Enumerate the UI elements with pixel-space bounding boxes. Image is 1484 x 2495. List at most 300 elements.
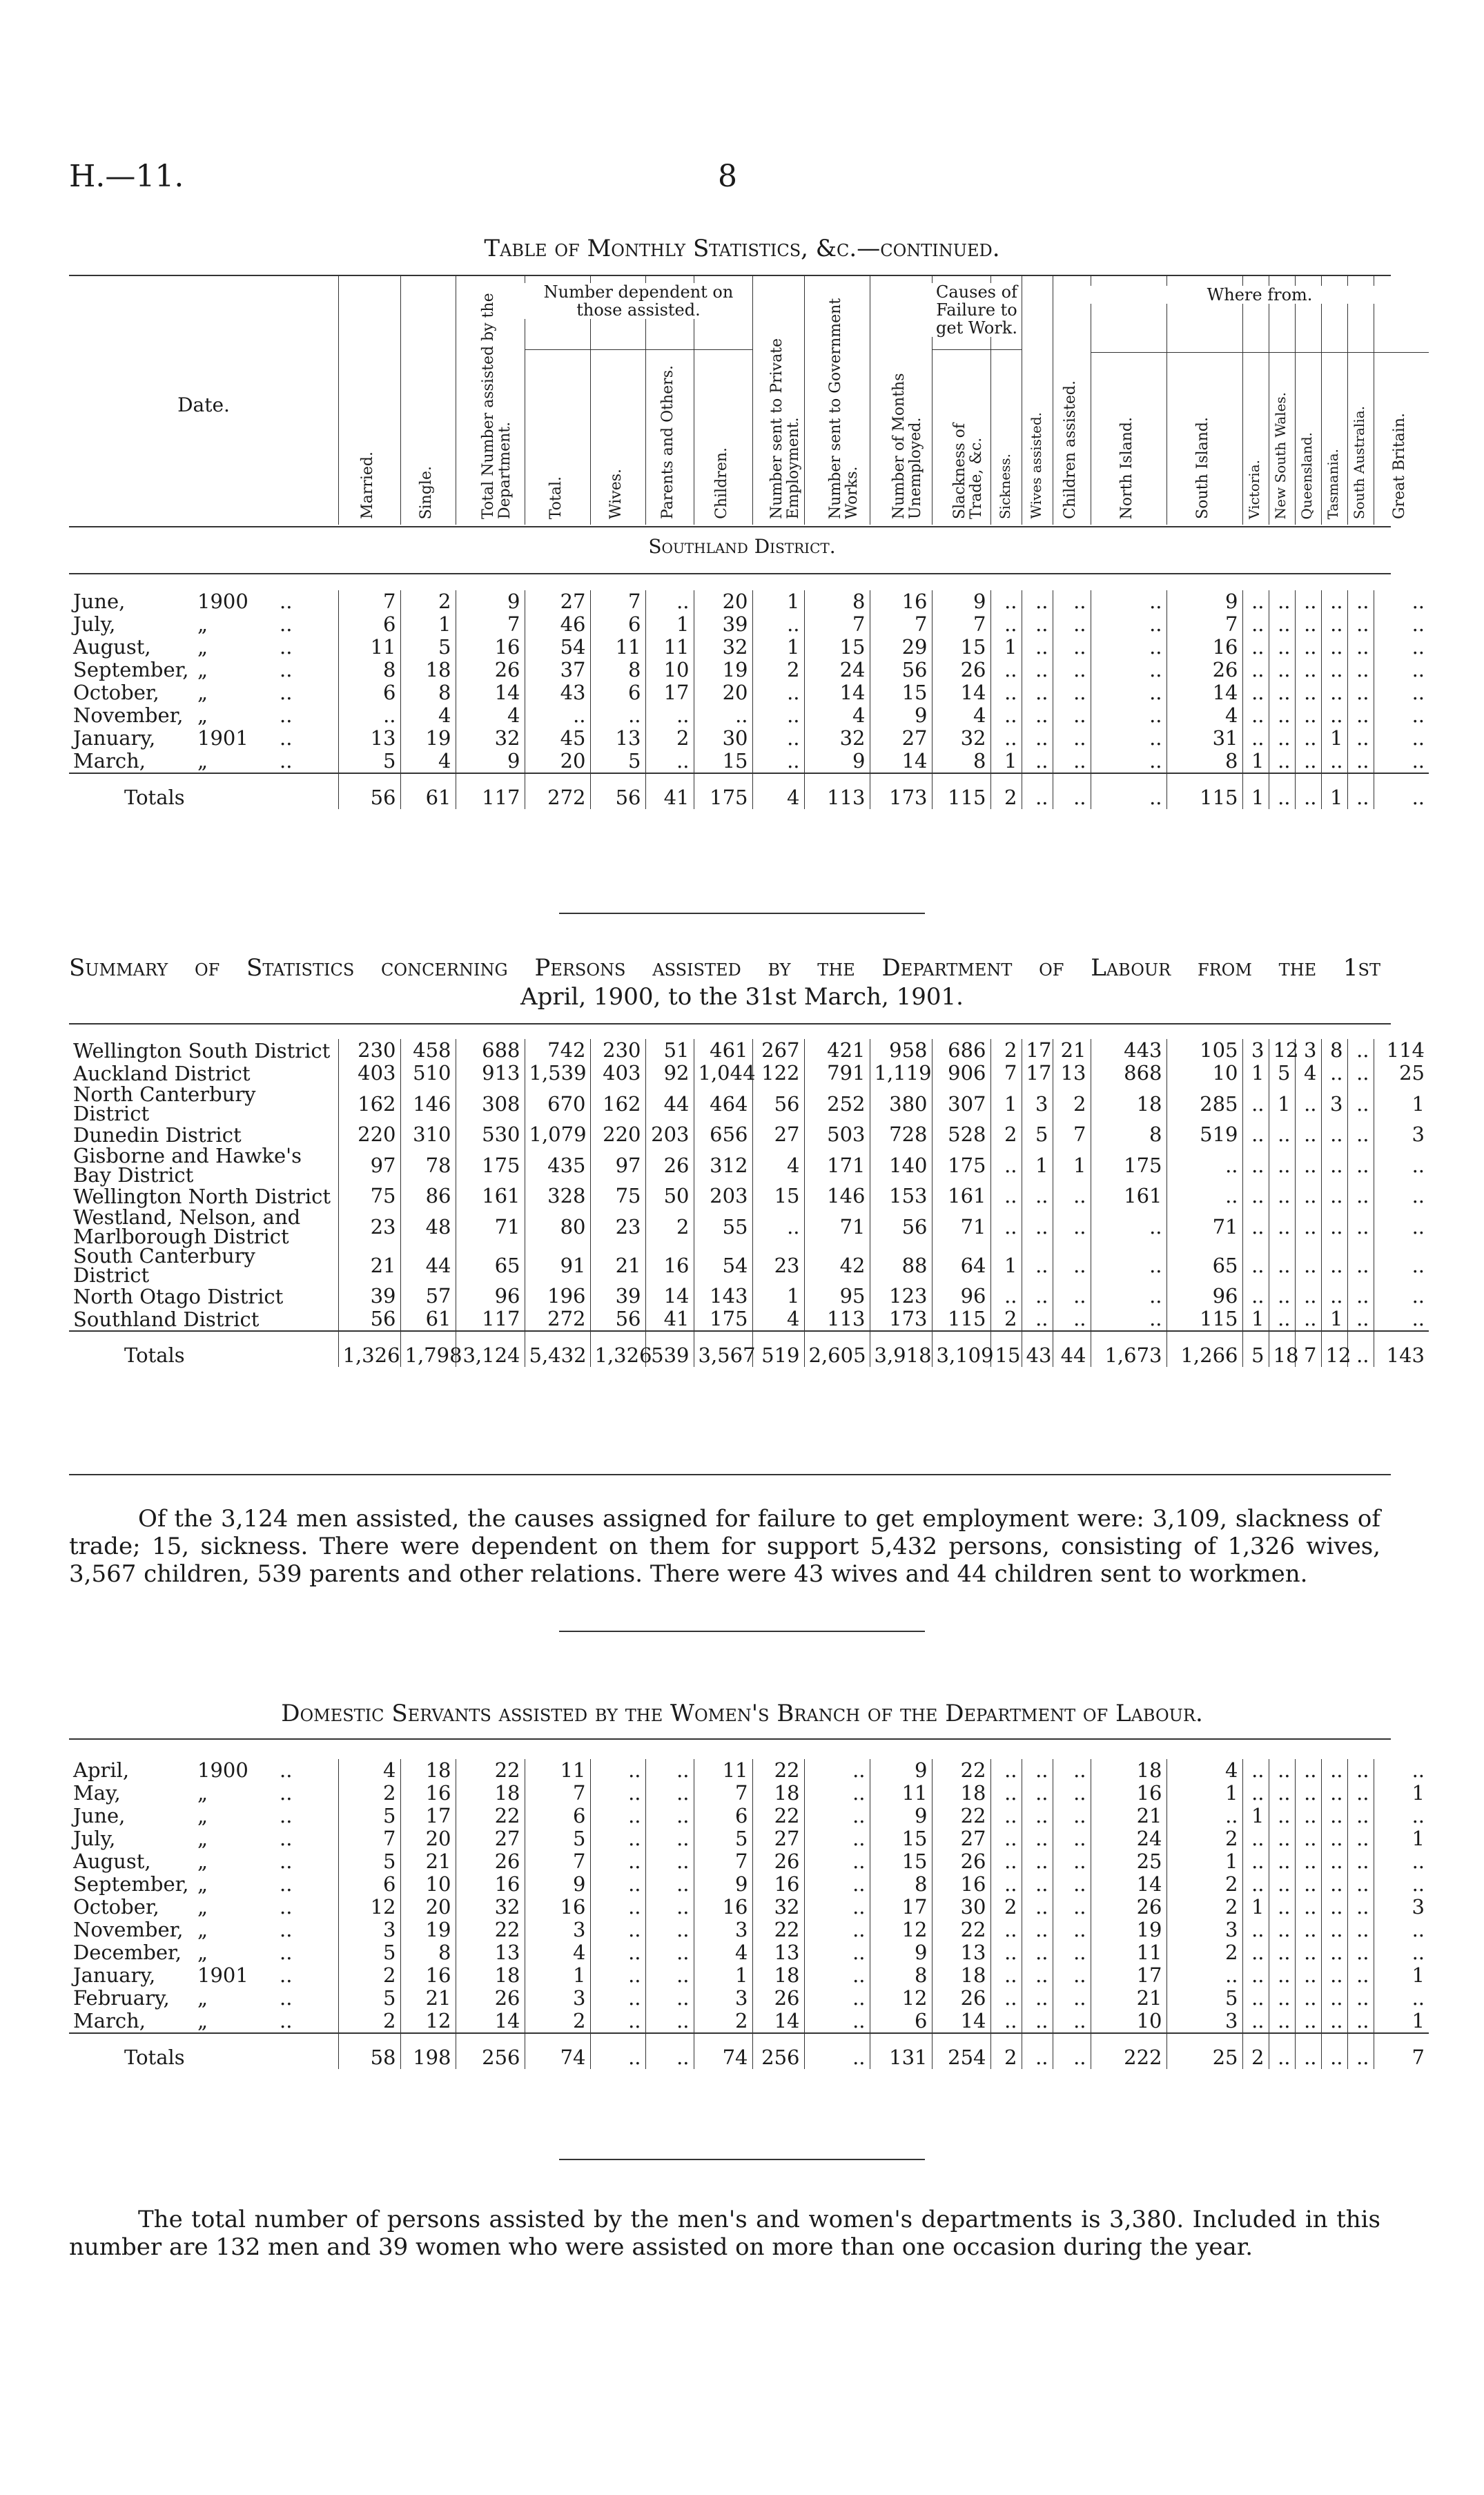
- cell: 7: [1053, 1123, 1091, 1146]
- cell: ..: [1295, 1850, 1321, 1873]
- cell: 2: [338, 2010, 400, 2033]
- row-label: August, „ ..: [73, 635, 293, 659]
- cell: ..: [590, 1987, 645, 2010]
- year-label: „: [197, 1872, 208, 1896]
- cell: 1,326: [590, 1332, 645, 1367]
- cell: ..: [1022, 1873, 1053, 1896]
- cell: 10: [400, 1873, 456, 1896]
- cell: 4: [400, 704, 456, 727]
- cell: ..: [990, 1185, 1022, 1207]
- cell: 42: [804, 1246, 870, 1285]
- cell: ..: [1321, 1185, 1347, 1207]
- cell: 15: [932, 636, 990, 659]
- cell: ..: [1053, 1805, 1091, 1827]
- cell: ..: [1242, 1085, 1269, 1123]
- cell: 670: [525, 1085, 590, 1123]
- cell: ..: [1347, 1332, 1374, 1367]
- cell: 114: [1374, 1039, 1429, 1062]
- cell: 4: [804, 704, 870, 727]
- cell: 27: [752, 1123, 804, 1146]
- cell: 92: [645, 1062, 694, 1085]
- group-rule: [932, 349, 1022, 350]
- cell: ..: [1295, 681, 1321, 704]
- cell: 26: [932, 659, 990, 681]
- cell: ..: [1347, 1246, 1374, 1285]
- cell: ..: [1022, 590, 1053, 613]
- col-header-south-australia: South Australia.: [1351, 405, 1367, 519]
- cell: ..: [990, 613, 1022, 636]
- cell: ..: [1295, 1782, 1321, 1805]
- cell: 55: [694, 1207, 752, 1246]
- cell: 7: [990, 1062, 1022, 1085]
- col-header-children-assisted: Children assisted.: [1061, 380, 1079, 519]
- cell: 3: [1374, 1896, 1429, 1919]
- cell: ..: [1242, 636, 1269, 659]
- cell: 22: [752, 1759, 804, 1782]
- table3-top-rule: [69, 1738, 1391, 1740]
- cell: ..: [1295, 1964, 1321, 1987]
- row-label: [69, 1285, 338, 1308]
- table-row: [69, 1285, 1429, 1308]
- cell: 9: [525, 1873, 590, 1896]
- cell: 461: [694, 1039, 752, 1062]
- cell: ..: [990, 659, 1022, 681]
- month-label: July,: [73, 1827, 116, 1850]
- cell: 11: [870, 1782, 932, 1805]
- cell: 6: [338, 613, 400, 636]
- cell: 8: [400, 1941, 456, 1964]
- cell: ..: [1022, 1964, 1053, 1987]
- page-number: 8: [718, 159, 737, 194]
- cell: ..: [590, 1759, 645, 1782]
- cell: 86: [400, 1185, 456, 1207]
- row-label: [69, 1039, 338, 1062]
- cell: 75: [338, 1185, 400, 1207]
- cell: 1: [1242, 1308, 1269, 1331]
- cell: 14: [804, 681, 870, 704]
- cell: 4: [525, 1941, 590, 1964]
- cell: 175: [932, 1146, 990, 1185]
- cell: ..: [1347, 1827, 1374, 1850]
- cell: 25: [1374, 1062, 1429, 1085]
- cell: 791: [804, 1062, 870, 1085]
- cell: ..: [1347, 1964, 1374, 1987]
- cell: 115: [932, 1308, 990, 1331]
- cell: 11: [1091, 1941, 1166, 1964]
- cell: 22: [932, 1805, 990, 1827]
- group-header-causes-group: Causes of Failure to get Work.: [932, 283, 1022, 337]
- cell: 27: [525, 590, 590, 613]
- cell: ..: [1053, 774, 1091, 809]
- cell: ..: [1053, 1919, 1091, 1941]
- cell: ..: [645, 1873, 694, 1896]
- table1-header-rule: [69, 526, 1391, 527]
- district-name: Wellington North District: [73, 1184, 331, 1208]
- group-rule: [1091, 352, 1429, 353]
- cell: ..: [804, 2034, 870, 2069]
- cell: 3: [1295, 1039, 1321, 1062]
- cell: 10: [1091, 2010, 1166, 2033]
- cell: 2: [990, 1039, 1022, 1062]
- cell: 230: [590, 1039, 645, 1062]
- table2-body: [69, 1039, 1429, 1367]
- cell: ..: [1321, 1919, 1347, 1941]
- table1-header: [69, 276, 1408, 525]
- cell: 220: [590, 1123, 645, 1146]
- cell: ..: [1269, 750, 1295, 773]
- cell: ..: [1242, 2010, 1269, 2033]
- cell: ..: [1321, 636, 1347, 659]
- cell: 32: [752, 1896, 804, 1919]
- cell: ..: [804, 1805, 870, 1827]
- cell: ..: [804, 1873, 870, 1896]
- cell: 18: [456, 1782, 525, 1805]
- cell: 7: [694, 1850, 752, 1873]
- cell: 22: [456, 1759, 525, 1782]
- cell: 11: [694, 1759, 752, 1782]
- cell: ..: [1053, 1285, 1091, 1308]
- cell: ..: [1053, 1207, 1091, 1246]
- cell: 122: [752, 1062, 804, 1085]
- totals-row: [69, 1332, 1429, 1367]
- cell: ..: [1022, 1308, 1053, 1331]
- cell: 9: [456, 590, 525, 613]
- totals-row: [69, 774, 1429, 809]
- cell: ..: [1347, 727, 1374, 750]
- month-label: January,: [73, 1963, 156, 1987]
- cell: ..: [645, 704, 694, 727]
- cell: ..: [804, 1827, 870, 1850]
- cell: 44: [645, 1085, 694, 1123]
- month-label: February,: [73, 1986, 170, 2010]
- table-row: [69, 1941, 1429, 1964]
- cell: 21: [1053, 1039, 1091, 1062]
- cell: 5: [1022, 1123, 1053, 1146]
- cell: ..: [1242, 1285, 1269, 1308]
- cell: 31: [1166, 727, 1242, 750]
- cell: ..: [1242, 1146, 1269, 1185]
- cell: 20: [400, 1827, 456, 1850]
- cell: ..: [1053, 750, 1091, 773]
- cell: ..: [1295, 727, 1321, 750]
- cell: ..: [1022, 681, 1053, 704]
- cell: 15: [804, 636, 870, 659]
- cell: ..: [1091, 1207, 1166, 1246]
- group-rule: [525, 349, 752, 350]
- cell: 2: [1053, 1085, 1091, 1123]
- cell: 117: [456, 1308, 525, 1331]
- cell: ..: [1347, 1039, 1374, 1062]
- cell: ..: [1242, 1873, 1269, 1896]
- cell: 27: [752, 1827, 804, 1850]
- col-divider: [338, 276, 339, 525]
- cell: 4: [694, 1941, 752, 1964]
- month-label: June,: [73, 590, 126, 613]
- cell: ..: [1269, 1308, 1295, 1331]
- cell: ..: [1295, 1941, 1321, 1964]
- cell: ..: [1091, 590, 1166, 613]
- cell: 71: [932, 1207, 990, 1246]
- cell: 20: [525, 750, 590, 773]
- cell: 1: [1053, 1146, 1091, 1185]
- cell: ..: [1022, 1285, 1053, 1308]
- cell: ..: [645, 1987, 694, 2010]
- cell: 117: [456, 774, 525, 809]
- district-name: Auckland District: [73, 1061, 251, 1085]
- cell: 3,918: [870, 1332, 932, 1367]
- cell: ..: [804, 1850, 870, 1873]
- totals-row: [69, 2034, 1429, 2069]
- cell: ..: [1295, 1987, 1321, 2010]
- cell: ..: [1347, 1123, 1374, 1146]
- table2-title-line2: April, 1900, to the 31st March, 1901.: [520, 983, 964, 1011]
- cell: 153: [870, 1185, 932, 1207]
- cell: 2: [645, 727, 694, 750]
- cell: 1: [1374, 1782, 1429, 1805]
- cell: 2: [694, 2010, 752, 2033]
- cell: 5: [338, 1805, 400, 1827]
- cell: ..: [1166, 1805, 1242, 1827]
- cell: 1: [1269, 1085, 1295, 1123]
- cell: 32: [694, 636, 752, 659]
- cell: 7: [870, 613, 932, 636]
- cell: 14: [752, 2010, 804, 2033]
- cell: ..: [1321, 1246, 1347, 1285]
- cell: ..: [1053, 1873, 1091, 1896]
- cell: 3: [1166, 2010, 1242, 2033]
- cell: 403: [590, 1062, 645, 1085]
- cell: ..: [1091, 750, 1166, 773]
- cell: ..: [1022, 1850, 1053, 1873]
- cell: 868: [1091, 1062, 1166, 1085]
- cell: ..: [1053, 636, 1091, 659]
- month-label: November,: [73, 703, 184, 727]
- cell: ..: [990, 590, 1022, 613]
- district-name: Dunedin District: [73, 1123, 242, 1147]
- cell: 3: [1166, 1919, 1242, 1941]
- cell: 9: [456, 750, 525, 773]
- year-label: 1900: [197, 590, 248, 613]
- cell: 44: [1053, 1332, 1091, 1367]
- cell: ..: [1321, 1782, 1347, 1805]
- cell: ..: [590, 1941, 645, 1964]
- cell: ..: [1091, 1246, 1166, 1285]
- cell: ..: [1295, 2034, 1321, 2069]
- month-label: May,: [73, 1781, 121, 1805]
- col-header-great-britain: Great Britain.: [1391, 413, 1408, 519]
- cell: ..: [1295, 1827, 1321, 1850]
- cell: 74: [525, 2034, 590, 2069]
- col-header-tasmania: Tasmania.: [1325, 448, 1341, 519]
- cell: 9: [1166, 590, 1242, 613]
- cell: 1: [752, 636, 804, 659]
- cell: 1: [1374, 1085, 1429, 1123]
- cell: ..: [1053, 2034, 1091, 2069]
- cell: 312: [694, 1146, 752, 1185]
- cell: 123: [870, 1285, 932, 1308]
- row-label: [69, 1185, 338, 1207]
- col-divider: [1166, 276, 1167, 525]
- cell: 56: [870, 659, 932, 681]
- year-label: „: [197, 612, 208, 636]
- table-row: [69, 727, 1429, 750]
- cell: 656: [694, 1123, 752, 1146]
- cell: 435: [525, 1146, 590, 1185]
- cell: ..: [1269, 1919, 1295, 1941]
- table-row: [69, 1185, 1429, 1207]
- cell: 16: [400, 1964, 456, 1987]
- cell: ..: [590, 1964, 645, 1987]
- table-row: [69, 1759, 1429, 1782]
- cell: 57: [400, 1285, 456, 1308]
- cell: 2: [400, 590, 456, 613]
- cell: 230: [338, 1039, 400, 1062]
- cell: ..: [1295, 774, 1321, 809]
- cell: 175: [694, 774, 752, 809]
- cell: 458: [400, 1039, 456, 1062]
- cell: 15: [870, 681, 932, 704]
- cell: ..: [1321, 2034, 1347, 2069]
- cell: 2: [1166, 1827, 1242, 1850]
- cell: 97: [590, 1146, 645, 1185]
- cell: ..: [1091, 1285, 1166, 1308]
- cell: 95: [804, 1285, 870, 1308]
- cell: ..: [1269, 636, 1295, 659]
- cell: 26: [752, 1987, 804, 2010]
- cell: ..: [1374, 750, 1429, 773]
- cell: ..: [804, 1941, 870, 1964]
- cell: 3,124: [456, 1332, 525, 1367]
- cell: 7: [1374, 2034, 1429, 2069]
- cell: 48: [400, 1207, 456, 1246]
- cell: ..: [1347, 1873, 1374, 1896]
- cell: ..: [1166, 1964, 1242, 1987]
- cell: 16: [932, 1873, 990, 1896]
- col-header-sent-private: Number sent to Private Employment.: [768, 338, 802, 519]
- month-label: November,: [73, 1918, 184, 1941]
- table-row: [69, 1782, 1429, 1805]
- cell: ..: [590, 1805, 645, 1827]
- cell: ..: [1022, 1941, 1053, 1964]
- cell: ..: [1269, 1896, 1295, 1919]
- cell: 27: [456, 1827, 525, 1850]
- cell: ..: [1242, 1850, 1269, 1873]
- col-header-dep-wives: Wives.: [607, 469, 625, 519]
- cell: 6: [525, 1805, 590, 1827]
- col-header-queensland: Queensland.: [1298, 431, 1315, 519]
- cell: ..: [1295, 1873, 1321, 1896]
- cell: ..: [1022, 727, 1053, 750]
- cell: 161: [456, 1185, 525, 1207]
- cell: ..: [1269, 659, 1295, 681]
- cell: 3: [1022, 1085, 1053, 1123]
- cell: 8: [338, 659, 400, 681]
- cell: ..: [1347, 1941, 1374, 1964]
- cell: ..: [990, 1207, 1022, 1246]
- cell: 18: [1269, 1332, 1295, 1367]
- cell: 8: [1166, 750, 1242, 773]
- row-label: August, „ ..: [73, 1850, 293, 1873]
- cell: ..: [1347, 2034, 1374, 2069]
- cell: 56: [590, 774, 645, 809]
- col-divider: [1242, 276, 1243, 525]
- cell: ..: [590, 1850, 645, 1873]
- cell: 39: [590, 1285, 645, 1308]
- cell: ..: [590, 704, 645, 727]
- cell: 307: [932, 1085, 990, 1123]
- cell: 1: [752, 1285, 804, 1308]
- cell: ..: [525, 704, 590, 727]
- year-label: „: [197, 681, 208, 704]
- cell: 41: [645, 1308, 694, 1331]
- col-divider: [1295, 276, 1296, 525]
- cell: 161: [1091, 1185, 1166, 1207]
- month-label: June,: [73, 1804, 126, 1827]
- cell: ..: [1269, 613, 1295, 636]
- cell: ..: [1347, 613, 1374, 636]
- cell: ..: [1269, 1246, 1295, 1285]
- cell: ..: [1269, 1185, 1295, 1207]
- cell: ..: [1053, 704, 1091, 727]
- cell: 16: [645, 1246, 694, 1285]
- cell: ..: [1242, 1185, 1269, 1207]
- cell: ..: [1022, 1896, 1053, 1919]
- cell: 308: [456, 1085, 525, 1123]
- cell: 1: [1242, 1062, 1269, 1085]
- southland-section-title: Southland District.: [648, 535, 836, 558]
- cell: 3: [525, 1919, 590, 1941]
- cell: 11: [525, 1759, 590, 1782]
- cell: 12: [338, 1896, 400, 1919]
- cell: 45: [525, 727, 590, 750]
- summary-paragraph: Of the 3,124 men assisted, the causes assigned for failure to get employment were: 3,109, slackness of trade; 15, sickness. There were dependent on them for support 5,432 persons, consisting of 1,326 wives, 3,567 children, 539 parents and other relations. There were 43 wives and 44 children sent to workmen.: [69, 1505, 1380, 1588]
- cell: ..: [1022, 704, 1053, 727]
- cell: 146: [804, 1185, 870, 1207]
- cell: 58: [338, 2034, 400, 2069]
- cell: 4: [1295, 1062, 1321, 1085]
- cell: 23: [338, 1207, 400, 1246]
- cell: 15: [870, 1827, 932, 1850]
- cell: 2: [990, 1308, 1022, 1331]
- row-label: [69, 1062, 338, 1085]
- cell: 14: [1166, 681, 1242, 704]
- cell: 328: [525, 1185, 590, 1207]
- cell: 6: [694, 1805, 752, 1827]
- cell: 443: [1091, 1039, 1166, 1062]
- cell: ..: [1022, 1782, 1053, 1805]
- cell: ..: [694, 704, 752, 727]
- cell: ..: [804, 2010, 870, 2033]
- cell: 23: [752, 1246, 804, 1285]
- cell: 9: [870, 1941, 932, 1964]
- table-row: [69, 1123, 1429, 1146]
- cell: 14: [1091, 1873, 1166, 1896]
- cell: ..: [1347, 590, 1374, 613]
- cell: ..: [804, 1964, 870, 1987]
- cell: ..: [1295, 1919, 1321, 1941]
- cell: 5: [338, 1850, 400, 1873]
- row-label: [69, 1246, 338, 1285]
- cell: 56: [752, 1085, 804, 1123]
- cell: 464: [694, 1085, 752, 1123]
- cell: 6: [870, 2010, 932, 2033]
- cell: 5: [338, 750, 400, 773]
- cell: ..: [645, 2010, 694, 2033]
- cell: 7: [932, 613, 990, 636]
- cell: 175: [456, 1146, 525, 1185]
- cell: ..: [645, 1805, 694, 1827]
- cell: ..: [1347, 1285, 1374, 1308]
